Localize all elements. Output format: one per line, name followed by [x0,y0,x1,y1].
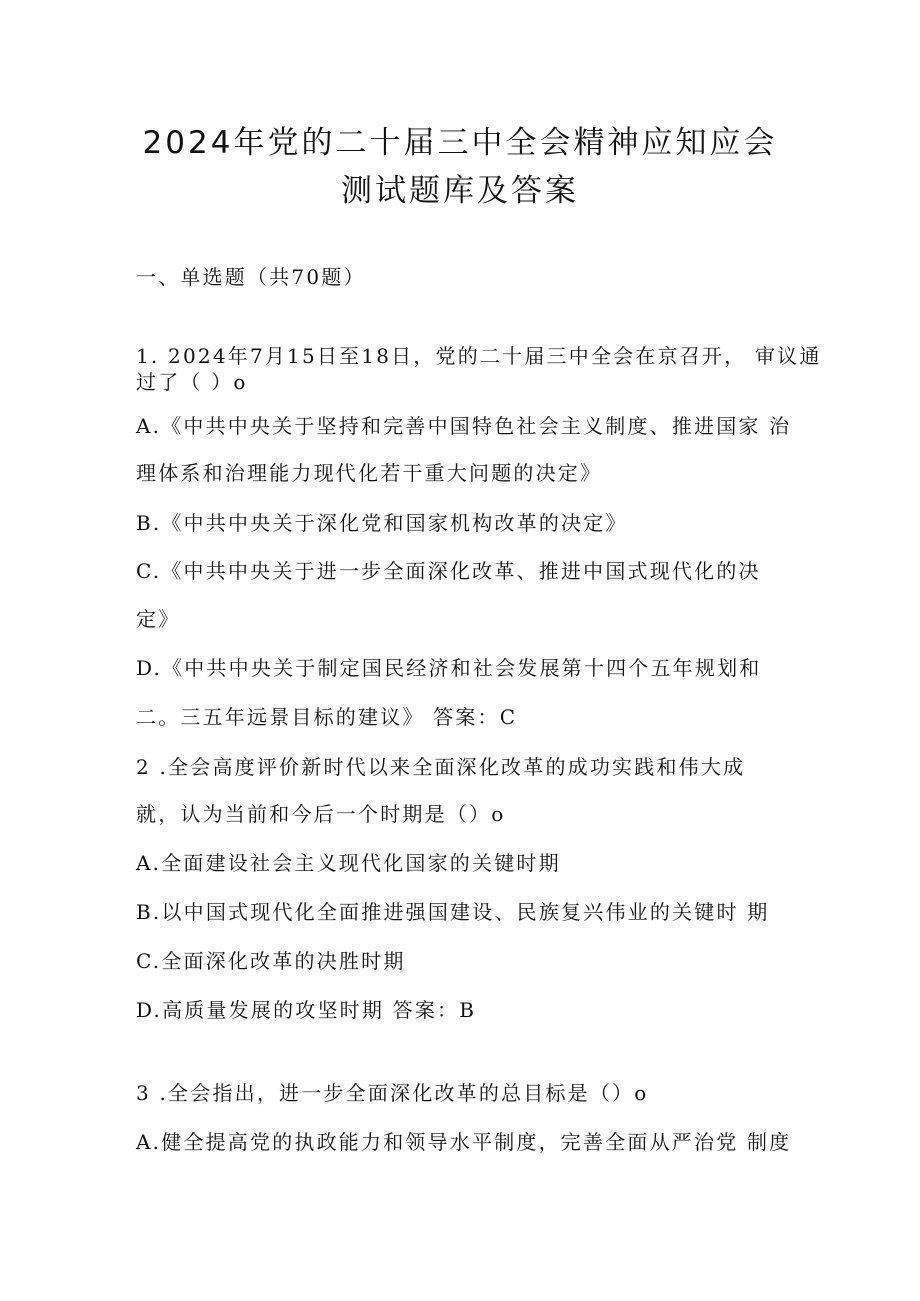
question-3-option-a: A.健全提高党的执政能力和领导水平制度，完善全面从严治党 制度 [136,1130,792,1154]
question-2-option-a: A.全面建设社会主义现代化国家的关键时期 [136,851,561,875]
question-1-option-c-cont: 定》 [136,607,181,631]
question-1-option-b: B.《中共中央关于深化党和国家机构改革的决定》 [136,511,628,535]
question-2-option-c: C.全面深化改革的决胜时期 [136,949,406,973]
question-2-option-b: B.以中国式现代化全面推进强国建设、民族复兴伟业的关键时 期 [136,900,770,924]
question-1-text-cont: 过了（ ）o [136,370,248,394]
question-1-text: 1. 2024年7月15日至18日，党的二十届三中全会在京召开， 审议通 [136,344,822,368]
document-title-line-2: 测试题库及答案 [341,173,579,209]
section-heading: 一、单选题（共70题） [136,265,366,289]
question-1-option-d-answer: 二。三五年远景目标的建议》 答案：C [136,705,518,729]
document-title-line-1: 2024年党的二十届三中全会精神应知应会 [142,125,778,161]
question-1-option-c: C.《中共中央关于进一步全面深化改革、推进中国式现代化的决 [136,559,761,583]
question-1-option-a-cont: 理体系和治理能力现代化若干重大问题的决定》 [136,461,603,485]
question-2-text: 2 .全会高度评价新时代以来全面深化改革的成功实践和伟大成 [136,755,746,779]
question-3-text: 3 .全会指出，进一步全面深化改革的总目标是（）o [136,1081,649,1105]
question-2-text-cont: 就，认为当前和今后一个时期是（）o [136,802,506,826]
question-1-option-d: D.《中共中央关于制定国民经济和社会发展第十四个五年规划和 [136,656,762,680]
question-1-option-a: A.《中共中央关于坚持和完善中国特色社会主义制度、推进国家 治 [136,414,792,438]
question-2-option-d-answer: D.高质量发展的攻坚时期 答案：B [136,998,477,1022]
